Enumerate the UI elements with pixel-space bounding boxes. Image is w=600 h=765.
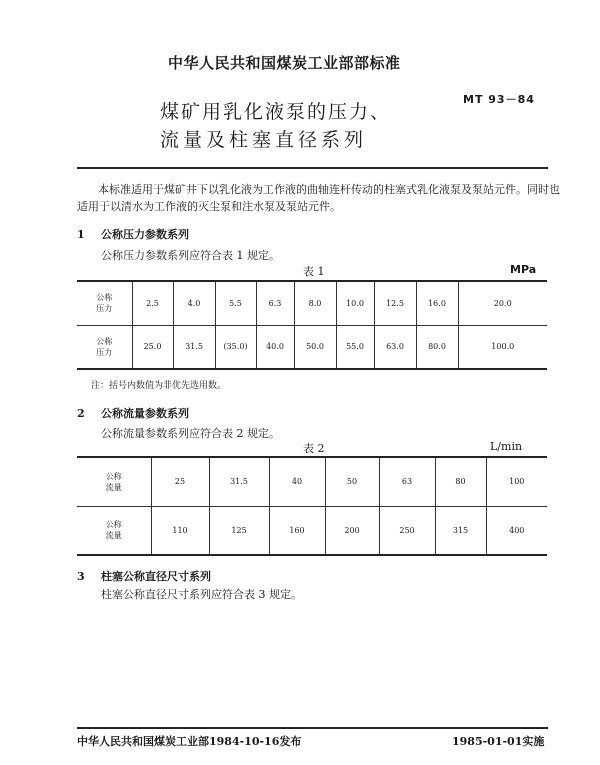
table-cell: (35.0) xyxy=(215,325,256,369)
table-1-note: 注：括号内数值为非优先选用数。 xyxy=(91,381,227,391)
effective-date: 1985-01-01实施 xyxy=(452,735,545,748)
table-2-caption: 表 2 xyxy=(303,442,325,455)
table-cell: 25 xyxy=(151,457,209,506)
table-cell: 110 xyxy=(151,506,209,555)
table-cell: 31.5 xyxy=(173,325,215,369)
table-cell: 20.0 xyxy=(458,281,547,325)
table-cell: 160 xyxy=(269,506,325,555)
table-cell: 25.0 xyxy=(132,325,173,369)
intro-paragraph-line1: 本标准适用于煤矿井下以乳化液为工作液的曲轴连杆传动的柱塞式乳化液泵及泵站元件。同时也 xyxy=(98,183,560,196)
table-cell: 80.0 xyxy=(416,325,458,369)
section-3-heading xyxy=(77,568,211,584)
row-label-cell: 公称 压力 xyxy=(77,325,132,369)
pressure-table xyxy=(77,280,547,370)
table-cell: 12.5 xyxy=(374,281,416,325)
table-cell: 250 xyxy=(379,506,435,555)
footer-divider xyxy=(77,727,548,729)
section-1-text: 公称压力参数系列应符合表 1 规定。 xyxy=(101,249,280,262)
section-number: 2 xyxy=(77,407,85,420)
standard-code: MT 93－84 xyxy=(463,93,535,106)
table-cell: 400 xyxy=(486,506,547,555)
table-1-caption: 表 1 xyxy=(303,265,325,278)
table-1-unit: MPa xyxy=(510,263,537,276)
table-cell: 63.0 xyxy=(374,325,416,369)
row-label-cell: 公称 流量 xyxy=(77,457,151,506)
table-cell: 125 xyxy=(209,506,269,555)
table-cell: 80 xyxy=(435,457,486,506)
table-cell: 16.0 xyxy=(416,281,458,325)
table-cell: 100.0 xyxy=(458,325,547,369)
table-row xyxy=(77,506,547,555)
table-cell: 63 xyxy=(379,457,435,506)
table-cell: 10.0 xyxy=(336,281,374,325)
intro-paragraph-line2: 适用于以清水为工作液的灭尘泵和注水泵及泵站元件。 xyxy=(77,200,341,213)
issuer-heading: 中华人民共和国煤炭工业部部标准 xyxy=(168,54,401,72)
table-cell: 50.0 xyxy=(294,325,336,369)
table-cell: 50 xyxy=(325,457,379,506)
table-row xyxy=(77,281,547,325)
table-cell: 31.5 xyxy=(209,457,269,506)
issue-date: 中华人民共和国煤炭工业部1984-10-16发布 xyxy=(77,735,302,748)
table-2-unit: L/min xyxy=(490,440,523,453)
table-cell: 8.0 xyxy=(294,281,336,325)
table-cell: 100 xyxy=(486,457,547,506)
header-divider xyxy=(77,167,548,169)
document-title-line2: 流量及柱塞直径系列 xyxy=(160,129,368,151)
section-3-text: 柱塞公称直径尺寸系列应符合表 3 规定。 xyxy=(101,588,302,601)
table-cell: 55.0 xyxy=(336,325,374,369)
section-number: 3 xyxy=(77,570,85,583)
table-cell: 6.3 xyxy=(256,281,294,325)
table-cell: 40.0 xyxy=(256,325,294,369)
section-title: 公称压力参数系列 xyxy=(101,228,189,241)
table-row xyxy=(77,325,547,369)
table-cell: 200 xyxy=(325,506,379,555)
table-cell: 2.5 xyxy=(132,281,173,325)
section-1-heading xyxy=(77,226,189,242)
flow-table xyxy=(77,456,547,556)
section-2-heading xyxy=(77,405,189,421)
table-cell: 5.5 xyxy=(215,281,256,325)
section-title: 公称流量参数系列 xyxy=(101,407,189,420)
table-cell: 315 xyxy=(435,506,486,555)
table-row xyxy=(77,457,547,506)
table-cell: 4.0 xyxy=(173,281,215,325)
document-title-line1: 煤矿用乳化液泵的压力、 xyxy=(160,101,392,123)
section-2-text: 公称流量参数系列应符合表 2 规定。 xyxy=(101,427,280,440)
row-label-cell: 公称 流量 xyxy=(77,506,151,555)
section-title: 柱塞公称直径尺寸系列 xyxy=(101,570,211,583)
row-label-cell: 公称 压力 xyxy=(77,281,132,325)
section-number: 1 xyxy=(77,228,85,241)
table-cell: 40 xyxy=(269,457,325,506)
